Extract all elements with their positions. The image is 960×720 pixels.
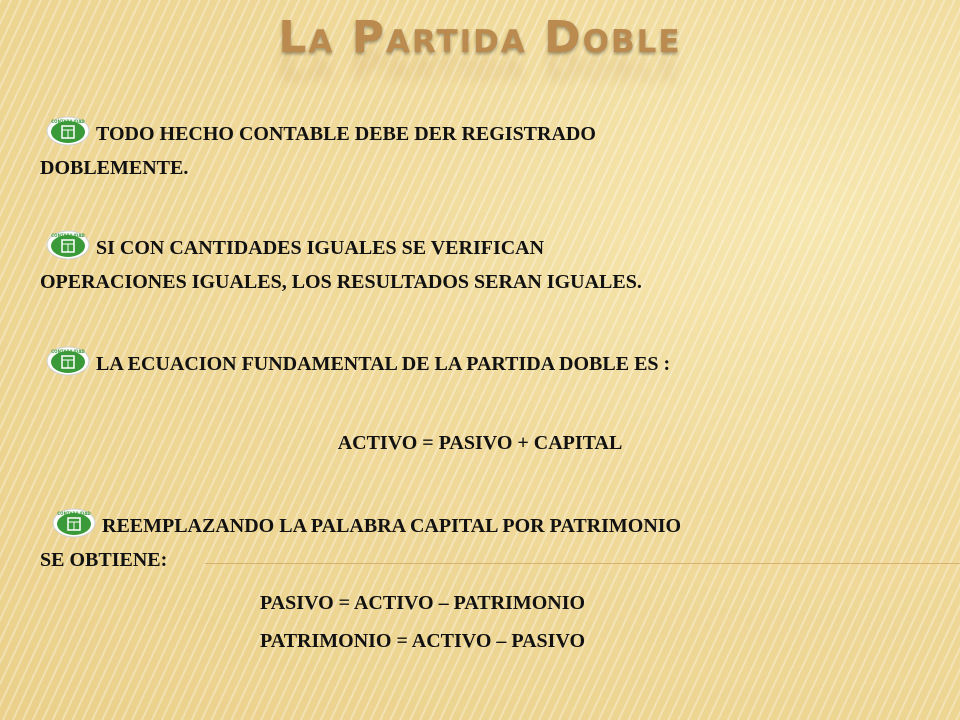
contabilidad-icon (46, 116, 90, 146)
bullet-4 (40, 508, 920, 577)
bullet-2-line2: OPERACIONES IGUALES, LOS RESULTADOS SERAN IGUALES. (40, 271, 642, 293)
bullet-1-line2: DOBLEMENTE. (40, 157, 189, 179)
equation-3: PATRIMONIO = ACTIVO – PASIVO (260, 630, 586, 652)
svg-text:CONTABILIDAD: CONTABILIDAD (51, 349, 85, 354)
bullet-1-line1: TODO HECHO CONTABLE DEBE DER REGISTRADO (96, 123, 596, 145)
divider-line (205, 563, 960, 564)
contabilidad-icon (46, 230, 90, 260)
svg-text:CONTABILIDAD: CONTABILIDAD (57, 511, 91, 516)
bullet-1 (40, 116, 920, 185)
equation-2: PASIVO = ACTIVO – PATRIMONIO (260, 592, 586, 614)
svg-text:CONTABILIDAD: CONTABILIDAD (51, 233, 85, 238)
contabilidad-icon (52, 508, 96, 538)
contabilidad-icon (46, 346, 90, 376)
equation-main: ACTIVO = PASIVO + CAPITAL (337, 432, 623, 454)
bullet-3 (40, 346, 920, 381)
bullet-4-line1: REEMPLAZANDO LA PALABRA CAPITAL POR PATRIMONIO (102, 515, 682, 537)
bullet-2-line1: SI CON CANTIDADES IGUALES SE VERIFICAN (96, 237, 545, 259)
bullet-3-line1: LA ECUACION FUNDAMENTAL DE LA PARTIDA DOBLE ES : (96, 353, 671, 375)
slide-title: La Partida Doble (278, 12, 682, 63)
bullet-2 (40, 230, 920, 299)
svg-text:CONTABILIDAD: CONTABILIDAD (51, 119, 85, 124)
bullet-4-line2: SE OBTIENE: (40, 549, 168, 571)
